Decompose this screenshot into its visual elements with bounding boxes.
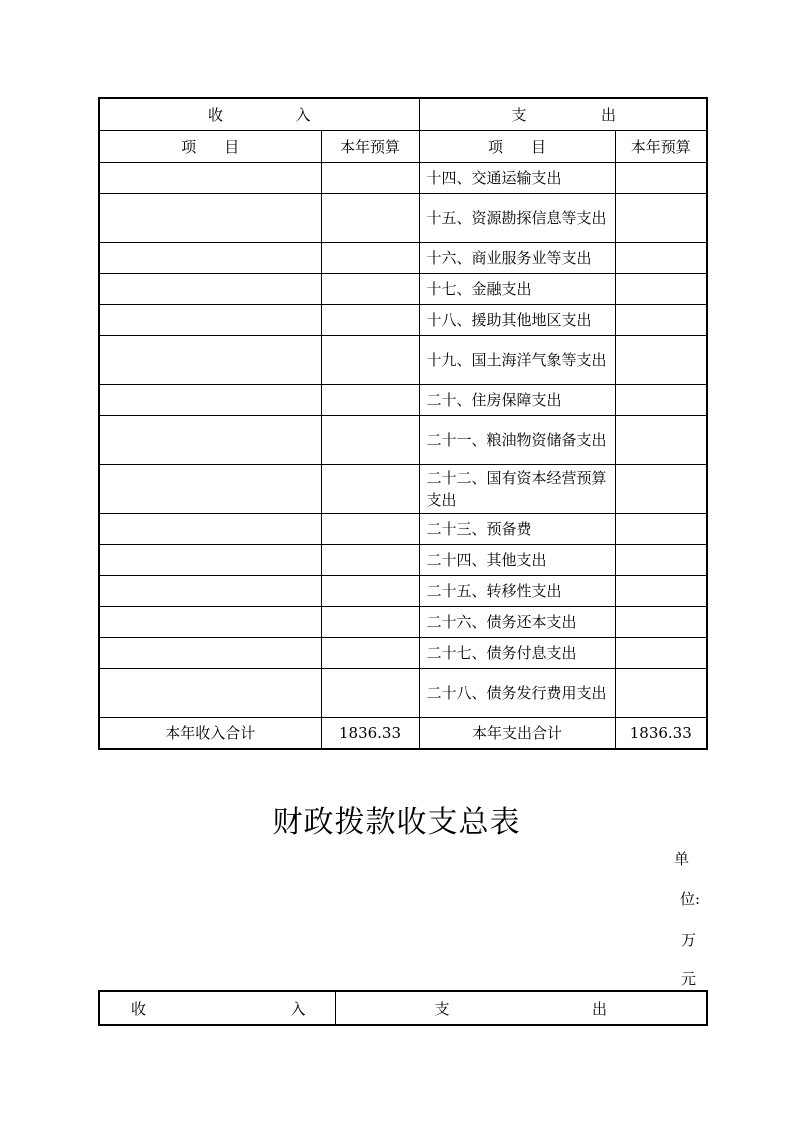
income-budget-cell <box>321 669 419 718</box>
unit-char-2: 位: <box>680 890 701 908</box>
income-item-cell <box>99 163 321 194</box>
income-item-cell <box>99 416 321 465</box>
table-row <box>99 545 707 576</box>
expense-budget-cell <box>615 576 707 607</box>
expense-item-cell: 十四、交通运输支出 <box>419 163 615 194</box>
expense-budget-cell <box>615 385 707 416</box>
expense-item-cell: 二十三、预备费 <box>419 514 615 545</box>
expense-item-cell: 十九、国土海洋气象等支出 <box>419 336 615 385</box>
expense-header: 支 出 <box>419 98 707 131</box>
income-budget-cell <box>321 305 419 336</box>
table-row <box>99 416 707 465</box>
table-row <box>99 638 707 669</box>
expense-budget-header: 本年预算 <box>615 131 707 163</box>
income-budget-cell <box>321 607 419 638</box>
table-row <box>99 274 707 305</box>
income-item-cell <box>99 465 321 514</box>
expense-item-cell: 二十八、债务发行费用支出 <box>419 669 615 718</box>
expense-budget-cell <box>615 465 707 514</box>
expense-budget-cell <box>615 416 707 465</box>
expense-item-cell: 十六、商业服务业等支出 <box>419 243 615 274</box>
table-row <box>99 465 707 514</box>
income-item-cell <box>99 514 321 545</box>
unit-char-1: 单 <box>674 850 690 868</box>
expense-item-header: 项 目 <box>419 131 615 163</box>
expense-item-cell: 二十二、国有资本经营预算支出 <box>419 465 615 514</box>
unit-char-4: 元 <box>681 970 697 988</box>
expense-item-cell: 十五、资源勘探信息等支出 <box>419 194 615 243</box>
table-row <box>99 243 707 274</box>
income-item-cell <box>99 274 321 305</box>
table-row <box>99 385 707 416</box>
income-budget-cell <box>321 385 419 416</box>
expense-budget-cell <box>615 638 707 669</box>
table-row <box>99 669 707 718</box>
income-budget-cell <box>321 163 419 194</box>
expense-budget-cell <box>615 514 707 545</box>
table-row <box>99 336 707 385</box>
income-budget-cell <box>321 514 419 545</box>
expense-item-cell: 十七、金融支出 <box>419 274 615 305</box>
table-row <box>99 607 707 638</box>
expense-budget-cell <box>615 545 707 576</box>
income-budget-cell <box>321 576 419 607</box>
income-total-value: 1836.33 <box>321 718 419 750</box>
income-item-cell <box>99 545 321 576</box>
expense-item-cell: 二十五、转移性支出 <box>419 576 615 607</box>
expense-budget-cell <box>615 305 707 336</box>
expense-budget-cell <box>615 607 707 638</box>
income-budget-cell <box>321 194 419 243</box>
income-item-cell <box>99 243 321 274</box>
expense-budget-cell <box>615 274 707 305</box>
income-budget-cell <box>321 638 419 669</box>
table-row <box>99 305 707 336</box>
t2-income-header: 收 入 <box>99 991 335 1025</box>
income-budget-cell <box>321 465 419 514</box>
income-item-cell <box>99 669 321 718</box>
income-item-cell <box>99 607 321 638</box>
expense-total-value: 1836.33 <box>615 718 707 750</box>
expense-item-cell: 二十一、粮油物资储备支出 <box>419 416 615 465</box>
income-item-header: 项 目 <box>99 131 321 163</box>
income-budget-header: 本年预算 <box>321 131 419 163</box>
income-budget-cell <box>321 416 419 465</box>
table-row <box>99 514 707 545</box>
income-budget-cell <box>321 274 419 305</box>
table-row <box>99 194 707 243</box>
appropriation-summary-table <box>98 990 708 1026</box>
expense-item-cell: 二十、住房保障支出 <box>419 385 615 416</box>
expense-total-label: 本年支出合计 <box>419 718 615 750</box>
income-item-cell <box>99 638 321 669</box>
unit-char-3: 万 <box>681 931 697 949</box>
expense-budget-cell <box>615 194 707 243</box>
income-item-cell <box>99 385 321 416</box>
expense-budget-cell <box>615 243 707 274</box>
expense-budget-cell <box>615 163 707 194</box>
page-title: 财政拨款收支总表 <box>272 805 521 840</box>
expense-item-cell: 二十四、其他支出 <box>419 545 615 576</box>
t2-expense-header: 支 出 <box>335 991 707 1025</box>
income-item-cell <box>99 194 321 243</box>
expense-budget-cell <box>615 669 707 718</box>
expense-item-cell: 二十七、债务付息支出 <box>419 638 615 669</box>
expense-item-cell: 十八、援助其他地区支出 <box>419 305 615 336</box>
table-row <box>99 576 707 607</box>
income-item-cell <box>99 576 321 607</box>
income-budget-cell <box>321 243 419 274</box>
expense-budget-cell <box>615 336 707 385</box>
income-expense-table <box>98 97 708 750</box>
income-item-cell <box>99 305 321 336</box>
income-total-label: 本年收入合计 <box>99 718 321 750</box>
table-row <box>99 163 707 194</box>
expense-item-cell: 二十六、债务还本支出 <box>419 607 615 638</box>
income-budget-cell <box>321 336 419 385</box>
income-item-cell <box>99 336 321 385</box>
income-budget-cell <box>321 545 419 576</box>
income-header: 收 入 <box>99 98 419 131</box>
